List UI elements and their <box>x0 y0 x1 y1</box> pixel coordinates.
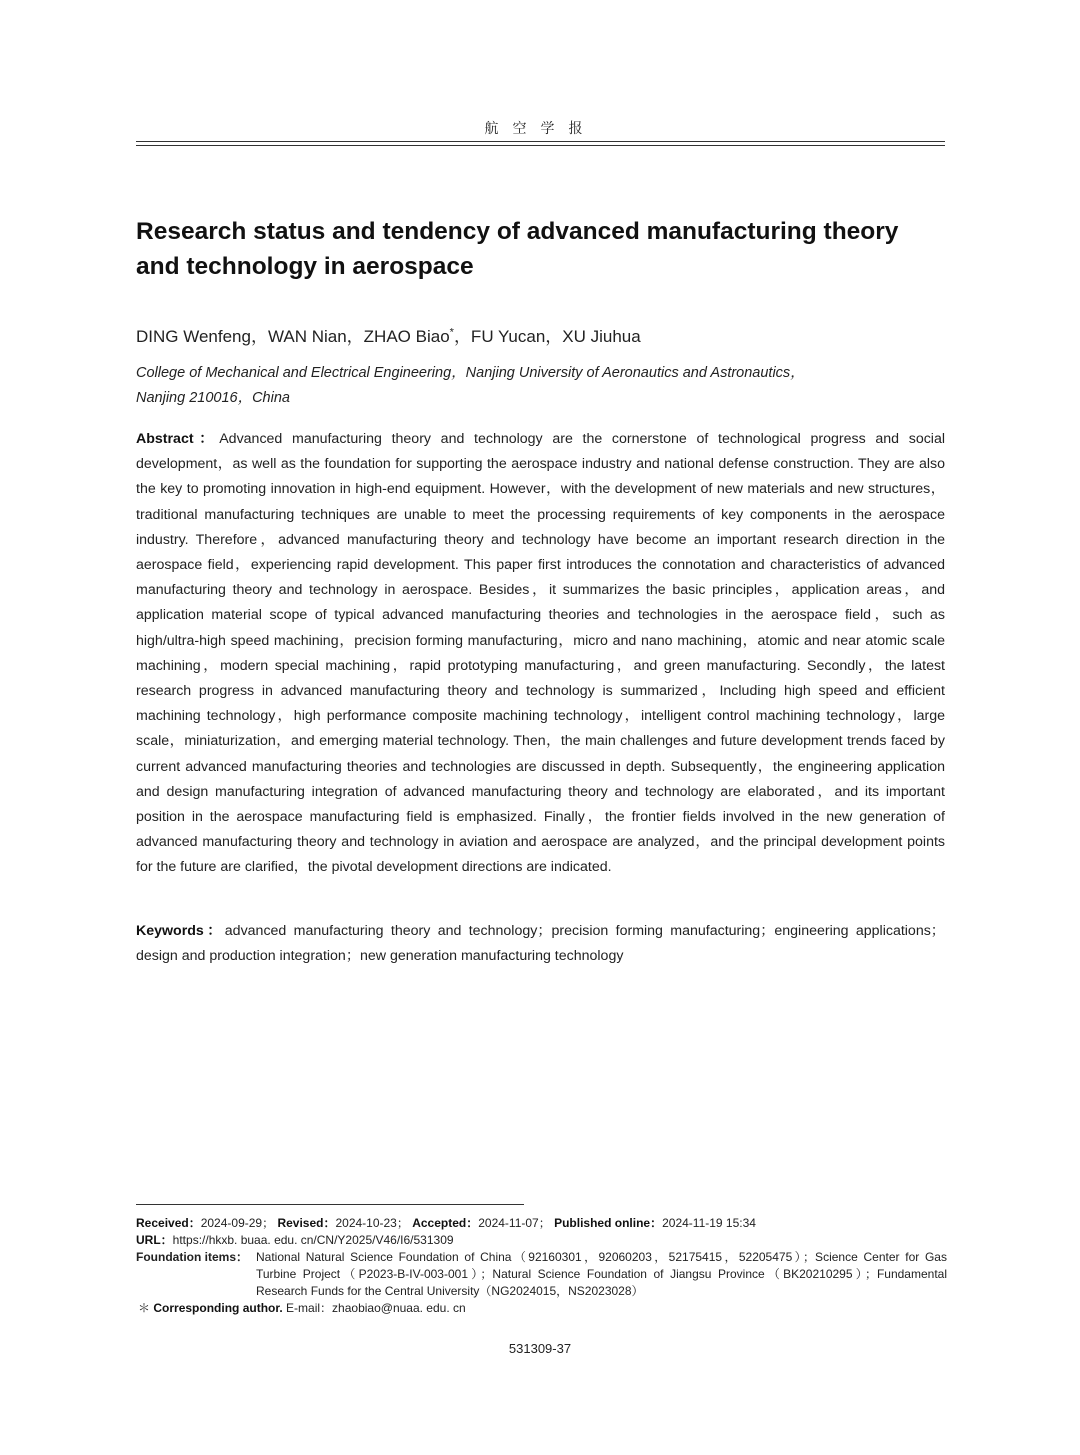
revised-date: 2024-10-23； <box>335 1216 409 1230</box>
footnotes <box>136 1215 947 1317</box>
received-label: Received： <box>136 1216 201 1230</box>
affiliation <box>136 361 945 411</box>
affiliation-line-2: Nanjing 210016，China <box>136 390 290 406</box>
corresponding-author <box>136 1300 947 1317</box>
footnote-rule <box>136 1204 524 1205</box>
foundation-text: National Natural Science Foundation of China（92160301，92060203，52175415，52205475）；Science Center for Gas Turbine Project（P2023-B-IV-003-001）；Natural Science Foundation of Jiangsu Province（BK20210295）；Fundamental Research Funds for the Central University（NG2024015，NS2023028） <box>256 1250 947 1298</box>
revised-label: Revised： <box>277 1216 336 1230</box>
corresponding-star: ＊ <box>138 1301 151 1315</box>
accepted-date: 2024-11-07； <box>478 1216 551 1230</box>
header-rule-top <box>136 141 945 142</box>
published-date: 2024-11-19 15:34 <box>662 1216 756 1230</box>
corresponding-email[interactable]: E-mail：zhaobiao@nuaa. edu. cn <box>286 1301 466 1315</box>
keywords-text: advanced manufacturing theory and technology；precision forming manufacturing；engineering applications；design and production integration；new generation manufacturing technology <box>136 923 945 965</box>
header-rule-bottom <box>136 145 945 146</box>
history-dates <box>136 1215 947 1232</box>
corresponding-mark: * <box>449 326 454 339</box>
affiliation-line-1: College of Mechanical and Electrical Engineering，Nanjing University of Aeronautics and Astronautics， <box>136 365 805 381</box>
abstract-label: Abstract： <box>136 431 220 447</box>
author-list <box>136 322 641 347</box>
keywords-label: Keywords： <box>136 923 225 939</box>
foundation-label: Foundation items： <box>136 1250 248 1264</box>
abstract-text: Advanced manufacturing theory and technology are the cornerstone of technological progress and social development，as well as the foundation for supporting the aerospace industry and national defense construction. They are also the key to promoting innovation in high-end equipment. However，with the development of new materials and new structures，traditional manufacturing techniques are unable to meet the processing requirements of key components in the aerospace industry. Therefore，advanced manufacturing theory and technology have become an important research direction in the aerospace field，experiencing rapid development. This paper first introduces the connotation and characteristics of advanced manufacturing theory and technology in aerospace. Besides，it summarizes the basic principles，application areas，and application material scope of typical advanced manufacturing theories and technologies in the aerospace field，such as high/ultra-high speed machining，precision forming manufacturing，micro and nano machining，atomic and near atomic scale machining，modern special machining，rapid prototyping manufacturing，and green manufacturing. Secondly，the latest research progress in advanced manufacturing theory and technology is summarized，Including high speed and efficient machining technology，high performance composite machining technology，intelligent control machining technology，large scale，miniaturization，and emerging material technology. Then，the main challenges and future development trends faced by current advanced manufacturing theories and technologies are discussed in depth. Subsequently，the engineering application and design manufacturing integration of advanced manufacturing theory and technology are elaborated，and its important position in the aerospace manufacturing field is emphasized. Finally，the frontier fields involved in the new generation of advanced manufacturing theory and technology in aviation and aerospace are analyzed，and the principal development points for the future are clarified，the pivotal development directions are indicated. <box>136 431 945 876</box>
url-label: URL： <box>136 1233 173 1247</box>
author-names-rest: ，FU Yucan，XU Jiuhua <box>453 327 641 346</box>
url-line <box>136 1232 947 1249</box>
foundation-items <box>136 1249 947 1300</box>
received-date: 2024-09-29； <box>200 1216 275 1230</box>
accepted-label: Accepted： <box>412 1216 479 1230</box>
journal-header: 航空学报 <box>484 121 597 137</box>
author-names: DING Wenfeng，WAN Nian，ZHAO Biao <box>136 327 450 346</box>
keywords <box>136 919 945 969</box>
url-link[interactable]: https://hkxb. buaa. edu. cn/CN/Y2025/V46/I6/531309 <box>172 1233 454 1247</box>
abstract <box>136 427 945 881</box>
corresponding-label: Corresponding author. <box>153 1301 283 1315</box>
published-label: Published online： <box>554 1216 663 1230</box>
paper-title: Research status and tendency of advanced manufacturing theory and technology in aerospace <box>136 218 899 280</box>
page-number: 531309-37 <box>508 1341 572 1356</box>
